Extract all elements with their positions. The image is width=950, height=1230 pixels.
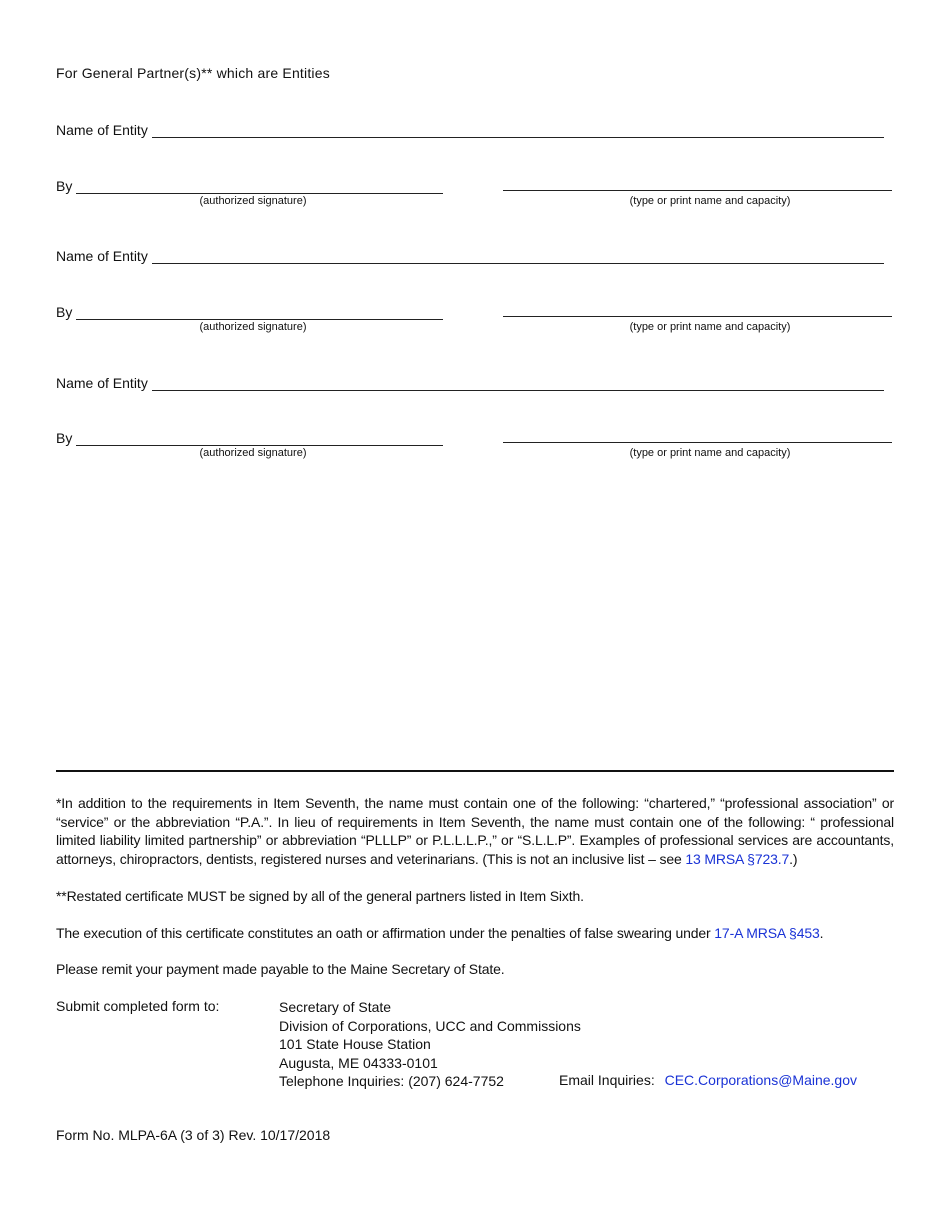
payment-instruction: Please remit your payment made payable to the Maine Secretary of State.	[56, 961, 505, 977]
telephone-inquiries: Telephone Inquiries: (207) 624-7752	[279, 1073, 504, 1089]
entity-name-label: Name of Entity	[56, 375, 148, 391]
entity-name-line[interactable]	[152, 249, 884, 264]
capacity-caption: (type or print name and capacity)	[629, 321, 791, 333]
address-line: Division of Corporations, UCC and Commissions	[279, 1017, 581, 1034]
signature-field-1[interactable]	[56, 174, 443, 194]
statute-link-13-mrsa[interactable]: 13 MRSA §723.7	[685, 850, 790, 867]
signature-field-2[interactable]	[56, 300, 443, 320]
entity-name-field-2[interactable]	[56, 244, 884, 264]
capacity-line-2[interactable]	[503, 300, 892, 317]
footnote-text: *In addition to the requirements in Item Seventh, the name must contain one of the following: “chartered,” “professional association” or “service” or the abbreviation “P.A.”. In lieu of requirements in Item Seventh, the name must contain one of the following: “ professional limited liability limited partnership” or abbreviation “PLLLP” or P.L.L.L.P.,” or “S.L.L.P”. Examples of professional services are accountants, attorneys, chiropractors, dentists, registered nurses and veterinarians. (This is not an inclusive list – see	[56, 795, 894, 867]
signature-field-3[interactable]	[56, 426, 443, 446]
capacity-caption: (type or print name and capacity)	[629, 447, 791, 459]
entity-name-line[interactable]	[152, 376, 884, 391]
form-number: Form No. MLPA-6A (3 of 3) Rev. 10/17/2018	[56, 1127, 331, 1143]
oath-text: The execution of this certificate constitutes an oath or affirmation under the penalties of false swearing under	[56, 925, 715, 941]
signature-caption: (authorized signature)	[199, 321, 307, 333]
section-heading: For General Partner(s)** which are Entities	[56, 65, 330, 81]
capacity-line-1[interactable]	[503, 174, 892, 191]
entity-name-label: Name of Entity	[56, 248, 148, 264]
capacity-caption: (type or print name and capacity)	[629, 195, 791, 207]
entity-name-label: Name of Entity	[56, 122, 148, 138]
entity-name-line[interactable]	[152, 123, 884, 138]
signature-line[interactable]	[76, 431, 443, 446]
footnote-end: .)	[789, 850, 798, 867]
signature-caption: (authorized signature)	[199, 447, 307, 459]
submit-label: Submit completed form to:	[56, 998, 220, 1014]
address-line: Augusta, ME 04333-0101	[279, 1054, 438, 1071]
section-divider	[56, 770, 894, 772]
signature-line[interactable]	[76, 305, 443, 320]
entity-name-field-1[interactable]	[56, 118, 884, 138]
oath-statement	[56, 924, 894, 943]
email-label: Email Inquiries:	[559, 1072, 655, 1088]
email-link[interactable]: CEC.Corporations@Maine.gov	[664, 1072, 857, 1088]
by-label: By	[56, 430, 73, 446]
mailing-address	[279, 998, 581, 1091]
statute-link-17a-mrsa[interactable]: 17-A MRSA §453	[714, 925, 820, 941]
email-inquiries	[559, 1072, 857, 1088]
by-label: By	[56, 304, 73, 320]
capacity-line-3[interactable]	[503, 426, 892, 443]
address-line: 101 State House Station	[279, 1036, 431, 1052]
address-line: Secretary of State	[279, 999, 392, 1015]
by-label: By	[56, 178, 73, 194]
oath-end: .	[819, 925, 824, 941]
entity-name-field-3[interactable]	[56, 371, 884, 391]
signature-caption: (authorized signature)	[199, 195, 307, 207]
footnote-professional-names	[56, 794, 894, 868]
signature-line[interactable]	[76, 179, 443, 194]
footnote-signature-requirement: **Restated certificate MUST be signed by all of the general partners listed in Item Sixth.	[56, 888, 584, 904]
